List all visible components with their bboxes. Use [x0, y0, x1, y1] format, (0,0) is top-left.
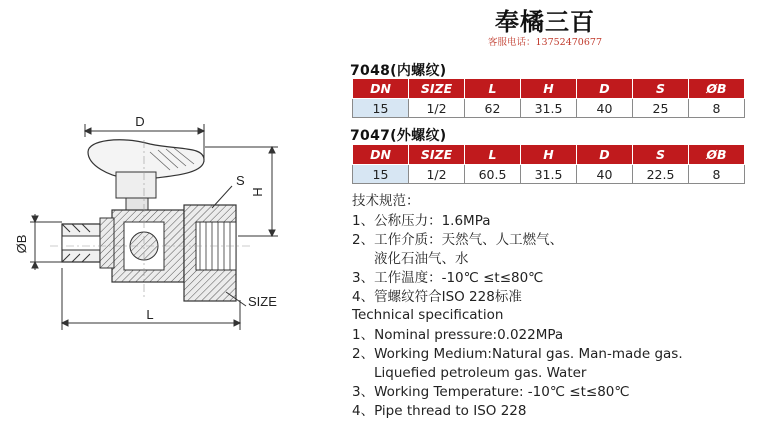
cell-dn: 15 [353, 165, 409, 184]
valve-technical-drawing [0, 0, 330, 433]
spec-chinese-item: 4、管螺纹符合ISO 228标准 [352, 289, 522, 305]
spec-chinese [352, 192, 563, 307]
brand-name: 奉橘三百 [495, 7, 595, 36]
header-h: H [521, 79, 577, 99]
label-l: L [146, 307, 154, 322]
cell-h: 31.5 [521, 165, 577, 184]
spec-table-7048 [352, 78, 745, 118]
spec-english-item: 1、Nominal pressure:0.022MPa [352, 327, 564, 343]
cell-d: 40 [577, 165, 633, 184]
label-d: D [135, 114, 145, 129]
header-s: S [633, 145, 689, 165]
spec-english [352, 306, 683, 421]
spec-chinese-item: 1、公称压力：1.6MPa [352, 213, 491, 229]
header-dn: DN [353, 145, 409, 165]
header-size: SIZE [409, 145, 465, 165]
spec-chinese-item: 2、工作介质：天然气、人工燃气、 [352, 232, 564, 248]
header-l: L [465, 79, 521, 99]
spec-chinese-item: 3、工作温度：-10℃ ≤t≤80℃ [352, 270, 544, 286]
table-row [353, 99, 745, 118]
spec-table-7047 [352, 144, 745, 184]
cell-dn: 15 [353, 99, 409, 118]
cell-b: 8 [689, 99, 745, 118]
header-b: ØB [689, 145, 745, 165]
header-size: SIZE [409, 79, 465, 99]
spec-chinese-heading: 技术规范： [352, 193, 420, 209]
header-h: H [521, 145, 577, 165]
model-7048-title: 7048(内螺纹) [350, 63, 447, 79]
label-b: ØB [14, 234, 29, 254]
cell-l: 62 [465, 99, 521, 118]
spec-english-item: 4、Pipe thread to ISO 228 [352, 403, 527, 419]
header-d: D [577, 145, 633, 165]
cell-h: 31.5 [521, 99, 577, 118]
table-header-row [353, 145, 745, 165]
table-header-row [353, 79, 745, 99]
spec-english-item: 2、Working Medium:Natural gas. Man-made gas. [352, 346, 683, 362]
header-d: D [577, 79, 633, 99]
spec-english-item: Liquefied petroleum gas. Water [374, 365, 587, 381]
label-s: S [236, 173, 245, 188]
header-s: S [633, 79, 689, 99]
spec-chinese-item: 液化石油气、水 [374, 251, 469, 267]
table-row [353, 165, 745, 184]
header-b: ØB [689, 79, 745, 99]
spec-english-item: 3、Working Temperature: -10℃ ≤t≤80℃ [352, 384, 630, 400]
model-7047-title: 7047(外螺纹) [350, 128, 447, 144]
cell-s: 22.5 [633, 165, 689, 184]
brand-header [470, 8, 620, 50]
header-l: L [465, 145, 521, 165]
cell-d: 40 [577, 99, 633, 118]
cell-s: 25 [633, 99, 689, 118]
header-dn: DN [353, 79, 409, 99]
label-size: SIZE [248, 294, 277, 309]
cell-size: 1/2 [409, 165, 465, 184]
spec-english-heading: Technical specification [352, 307, 504, 323]
cell-size: 1/2 [409, 99, 465, 118]
label-h: H [250, 187, 265, 197]
customer-service-phone: 客服电话：13752470677 [488, 37, 602, 48]
cell-l: 60.5 [465, 165, 521, 184]
cell-b: 8 [689, 165, 745, 184]
